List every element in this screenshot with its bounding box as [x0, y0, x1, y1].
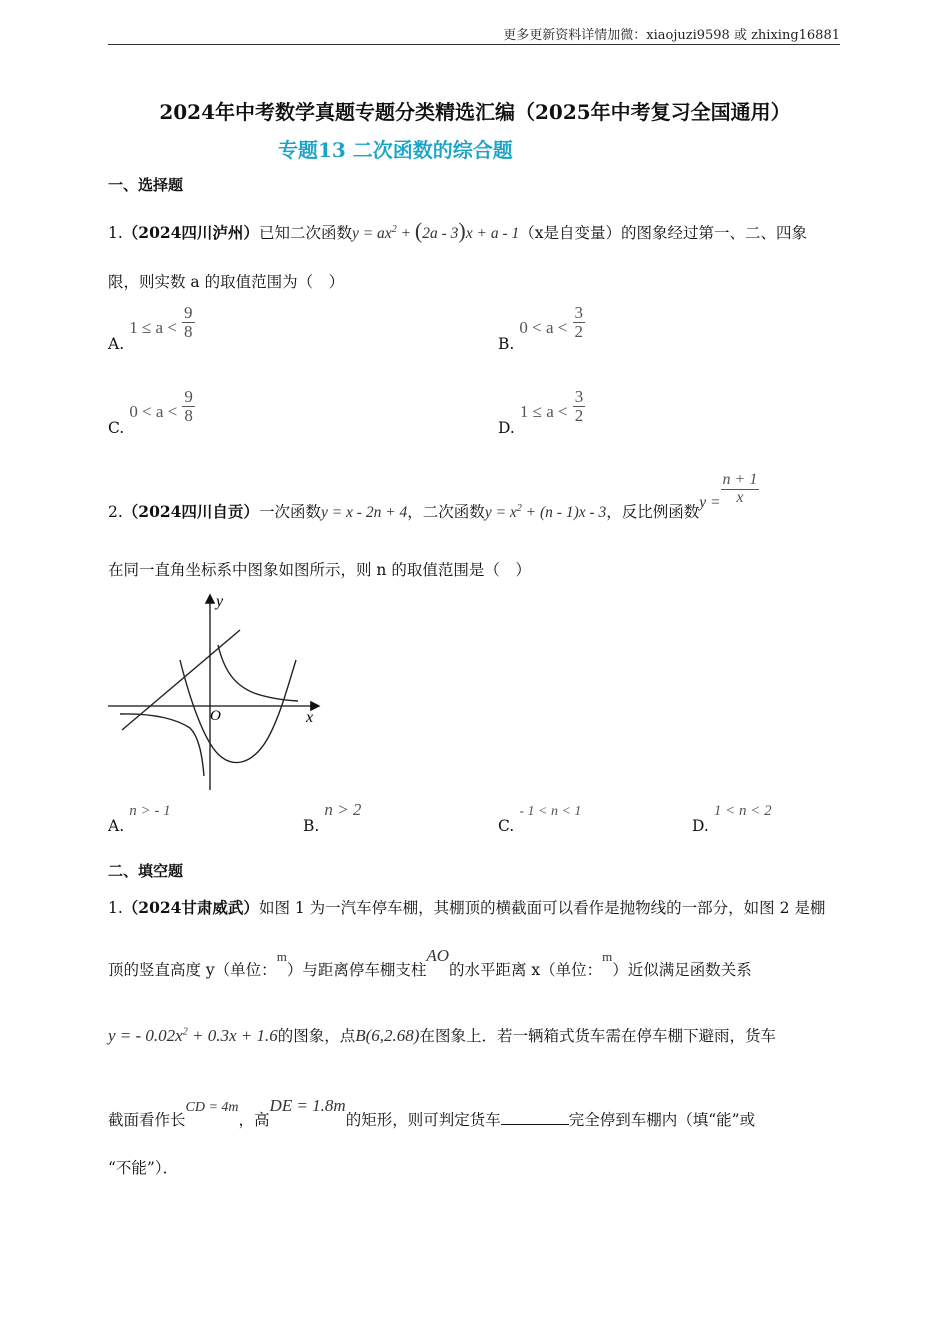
q2-option-b[interactable] — [303, 800, 362, 835]
graph-linear-line — [122, 630, 240, 730]
section-choice-heading: 一、选择题 — [108, 176, 184, 194]
q1-option-d-num: 3 — [574, 387, 584, 406]
f1-text-b3: 的水平距离 x（单位： — [449, 961, 603, 979]
q1-option-c-fraction — [182, 388, 195, 425]
q1-option-c-label: C. — [108, 418, 125, 437]
q1-option-d-label: D. — [498, 418, 515, 437]
q1-number: 1. — [108, 224, 123, 242]
q1-option-a-label: A. — [108, 334, 125, 353]
q2-inverse-den: x — [736, 488, 744, 506]
f1-text-d4: 完全停到车棚内（填“能”或 — [568, 1111, 756, 1129]
graph-x-label: x — [306, 709, 314, 726]
graph-origin-label: O — [210, 708, 221, 724]
f1-text-b1: 顶的竖直高度 y（单位： — [108, 961, 277, 979]
f1-text-c1: 的图象，点 — [277, 1027, 356, 1045]
q1-option-b[interactable] — [498, 303, 585, 353]
f1-de: DE = 1.8m — [269, 1096, 346, 1115]
f1-function-b: + 0.3x + 1.6 — [187, 1026, 278, 1045]
q1-option-c-expr: 0 < a < — [129, 401, 178, 421]
header-note: 更多更新资料详情加微：xiaojuzi9598 或 zhixing16881 — [503, 28, 840, 43]
q2-option-d[interactable] — [692, 800, 772, 835]
f1-function — [108, 1026, 278, 1045]
f1-text-d3: 的矩形，则可判定货车 — [345, 1111, 501, 1129]
document-subtitle: 专题13 二次函数的综合题 — [278, 138, 513, 162]
f1-text-d1: 截面看作长 — [108, 1111, 186, 1129]
q1-formula-eq: = ax — [358, 225, 392, 242]
q2-option-a-label: A. — [108, 817, 125, 835]
q2-inverse-fraction — [721, 472, 760, 507]
f1-answer-blank[interactable] — [501, 1110, 569, 1125]
f1-unit-2: m — [602, 949, 613, 964]
graph-y-label: y — [216, 593, 224, 610]
f1-text-c2: 在图象上．若一辆箱式货车需在停车棚下避雨，货车 — [419, 1027, 776, 1045]
f1-point-b: B(6,2.68) — [355, 1026, 420, 1045]
q2-option-b-label: B. — [303, 817, 320, 835]
f1-text-b2: ）与距离停车棚支柱 — [286, 961, 427, 979]
q1-option-b-expr: 0 < a < — [519, 317, 568, 337]
f1-cd: CD = 4m — [185, 1100, 239, 1115]
q1-formula-rp: ) — [458, 218, 466, 243]
q2-source: （2024四川自贡） — [122, 502, 259, 522]
f1-text-b4: ）近似满足函数关系 — [612, 961, 752, 979]
f1-text-d2: ，高 — [238, 1111, 270, 1129]
f1-text-a: 如图 1 为一汽车停车棚，其棚顶的横截面可以看作是抛物线的一部分，如图 2 是棚 — [258, 899, 826, 917]
f1-line-3 — [108, 1024, 776, 1046]
q1-option-a-expr: 1 ≤ a < — [129, 317, 177, 337]
q1-text-a: 已知二次函数 — [258, 224, 352, 242]
q1-text-b: （x是自变量）的图象经过第一、二、四象 — [519, 224, 807, 242]
f1-ao: AO — [426, 946, 449, 965]
q1-option-b-fraction — [573, 304, 586, 341]
f1-line-1 — [108, 896, 825, 918]
q1-option-d-expr: 1 ≤ a < — [519, 401, 568, 421]
q1-formula-sq: 2 — [391, 223, 397, 235]
q2-option-c-expr: - 1 < n < 1 — [519, 804, 582, 819]
q2-quadratic — [485, 504, 606, 521]
q2-quad-b: + (n - 1)x - 3 — [521, 504, 607, 522]
f1-text-e: “不能”）． — [108, 1159, 179, 1177]
q1-formula-lp: ( — [414, 218, 423, 243]
f1-line-4 — [108, 1094, 756, 1129]
q1-line-1 — [108, 218, 807, 244]
q2-text-a: 一次函数 — [258, 503, 321, 522]
q2-inverse-y: y = — [699, 494, 721, 512]
f1-function-sq: 2 — [182, 1026, 188, 1038]
q1-option-d[interactable] — [498, 387, 585, 437]
q1-option-b-den: 2 — [574, 321, 583, 341]
f1-function-a: y = - 0.02x — [108, 1026, 183, 1045]
q2-function-graph — [106, 590, 326, 790]
q2-option-d-expr: 1 < n < 2 — [713, 803, 772, 819]
q1-option-a-fraction — [182, 304, 195, 341]
q1-option-c-den: 8 — [184, 405, 193, 425]
q1-option-d-fraction — [573, 388, 586, 425]
f1-unit-1: m — [276, 949, 287, 964]
q2-number: 2. — [108, 503, 123, 522]
q2-option-c-label: C. — [498, 817, 515, 835]
q1-formula-y: y — [351, 225, 359, 242]
q1-source: （2024四川泸州） — [122, 223, 259, 242]
q1-option-a-num: 9 — [184, 303, 193, 322]
graph-hyperbola-branch-2 — [120, 714, 204, 776]
q2-inverse-num: n + 1 — [722, 471, 758, 488]
q2-text-b: ，二次函数 — [407, 503, 485, 522]
q1-option-d-den: 2 — [574, 405, 584, 425]
f1-source: （2024甘肃威武） — [122, 898, 259, 917]
q2-text-c: ，反比例函数 — [606, 503, 700, 522]
q2-quad-sq: 2 — [516, 503, 522, 515]
q1-formula — [351, 218, 520, 243]
q1-option-c[interactable] — [108, 387, 195, 437]
q2-linear: y = x - 2n + 4 — [320, 504, 408, 522]
q2-text-d: 在同一直角坐标系中图象如图所示，则 n 的取值范围是（ ） — [108, 561, 531, 579]
q1-option-a[interactable] — [108, 303, 195, 353]
f1-line-2 — [108, 944, 752, 979]
graph-parabola — [180, 660, 296, 762]
q1-option-b-num: 3 — [574, 303, 583, 322]
document-title: 2024年中考数学真题专题分类精选汇编（2025年中考复习全国通用） — [159, 100, 791, 124]
q2-line-1 — [108, 471, 759, 522]
q2-option-a-expr: n > - 1 — [129, 803, 171, 819]
q1-formula-plus: + — [396, 225, 415, 242]
q2-quad-a: y = x — [484, 504, 517, 522]
q1-option-c-num: 9 — [184, 387, 193, 406]
q2-option-d-label: D. — [692, 817, 709, 835]
q2-option-b-expr: n > 2 — [324, 800, 362, 819]
section-fill-heading: 二、填空题 — [108, 862, 184, 880]
q1-formula-in: 2a - 3 — [422, 225, 459, 242]
q2-option-a[interactable] — [108, 800, 171, 835]
q1-text-c: 限，则实数 a 的取值范围为（ ） — [108, 273, 345, 291]
header-rule — [108, 44, 840, 45]
q1-option-a-den: 8 — [184, 321, 193, 341]
f1-number: 1. — [108, 899, 123, 917]
q1-option-b-label: B. — [498, 334, 515, 353]
q2-option-c[interactable] — [498, 800, 582, 835]
q1-formula-tail: x + a - 1 — [465, 225, 520, 242]
